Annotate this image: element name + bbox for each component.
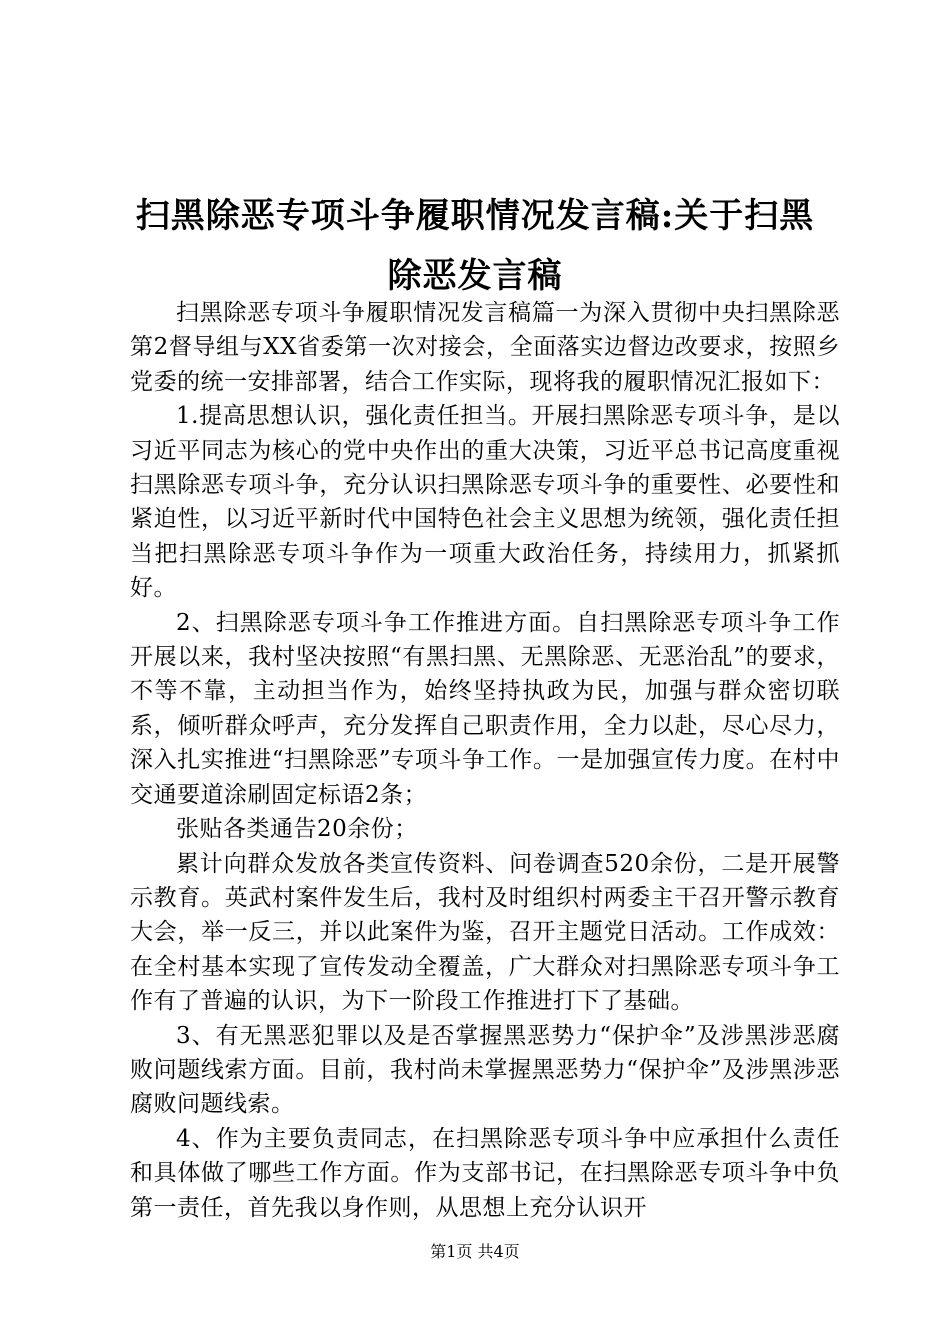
paragraph-1: 1.提高思想认识，强化责任担当。开展扫黑除恶专项斗争，是以习近平同志为核心的党中央作出的重大决策，习近平总书记高度重视扫黑除恶专项斗争，充分认识扫黑除恶专项斗争的重要性、必要性和紧迫性，以习近平新时代中国特色社会主义思想为统领，强化责任担当把扫黑除恶专项斗争作为一项重大政治任务，持续用力，抓紧抓好。 (130, 403, 840, 602)
paragraph-2: 2、扫黑除恶专项斗争工作推进方面。自扫黑除恶专项斗争工作开展以来，我村坚决按照“有黑扫黑、无黑除恶、无恶治乱”的要求，不等不靠，主动担当作为，始终坚持执政为民，加强与群众密切联系，倾听群众呼声，充分发挥自己职责作用，全力以赴，尽心尽力，深入扎实推进“扫黑除恶”专项斗争工作。一是加强宣传力度。在村中交通要道涂刷固定标语2条； (130, 609, 840, 808)
document-body (130, 296, 840, 1225)
document-title: 扫黑除恶专项斗争履职情况发言稿:关于扫黑除恶发言稿 (135, 196, 815, 296)
paragraph-intro: 扫黑除恶专项斗争履职情况发言稿篇一为深入贯彻中央扫黑除恶第2督导组与XX省委第一次对接会，全面落实边督边改要求，按照乡党委的统一安排部署，结合工作实际，现将我的履职情况汇报如下： (130, 300, 840, 395)
paragraph-3: 3、有无黑恶犯罪以及是否掌握黑恶势力“保护伞”及涉黑涉恶腐败问题线索方面。目前，我村尚未掌握黑恶势力“保护伞”及涉黑涉恶腐败问题线索。 (130, 1022, 840, 1118)
page-footer: 第1页 共4页 (430, 1242, 520, 1261)
paragraph-notices: 张贴各类通告20余份； (176, 816, 418, 843)
paragraph-materials: 累计向群众发放各类宣传资料、问卷调查520余份，二是开展警示教育。英武村案件发生后，我村及时组织村两委主干召开警示教育大会，举一反三，并以此案件为鉴，召开主题党日活动。工作成效：在全村基本实现了宣传发动全覆盖，广大群众对扫黑除恶专项斗争工作有了普遍的认识，为下一阶段工作推进打下了基础。 (130, 850, 840, 1015)
paragraph-4: 4、作为主要负责同志，在扫黑除恶专项斗争中应承担什么责任和具体做了哪些工作方面。作为支部书记，在扫黑除恶专项斗争中负第一责任，首先我以身作则，从思想上充分认识开 (130, 1125, 840, 1221)
